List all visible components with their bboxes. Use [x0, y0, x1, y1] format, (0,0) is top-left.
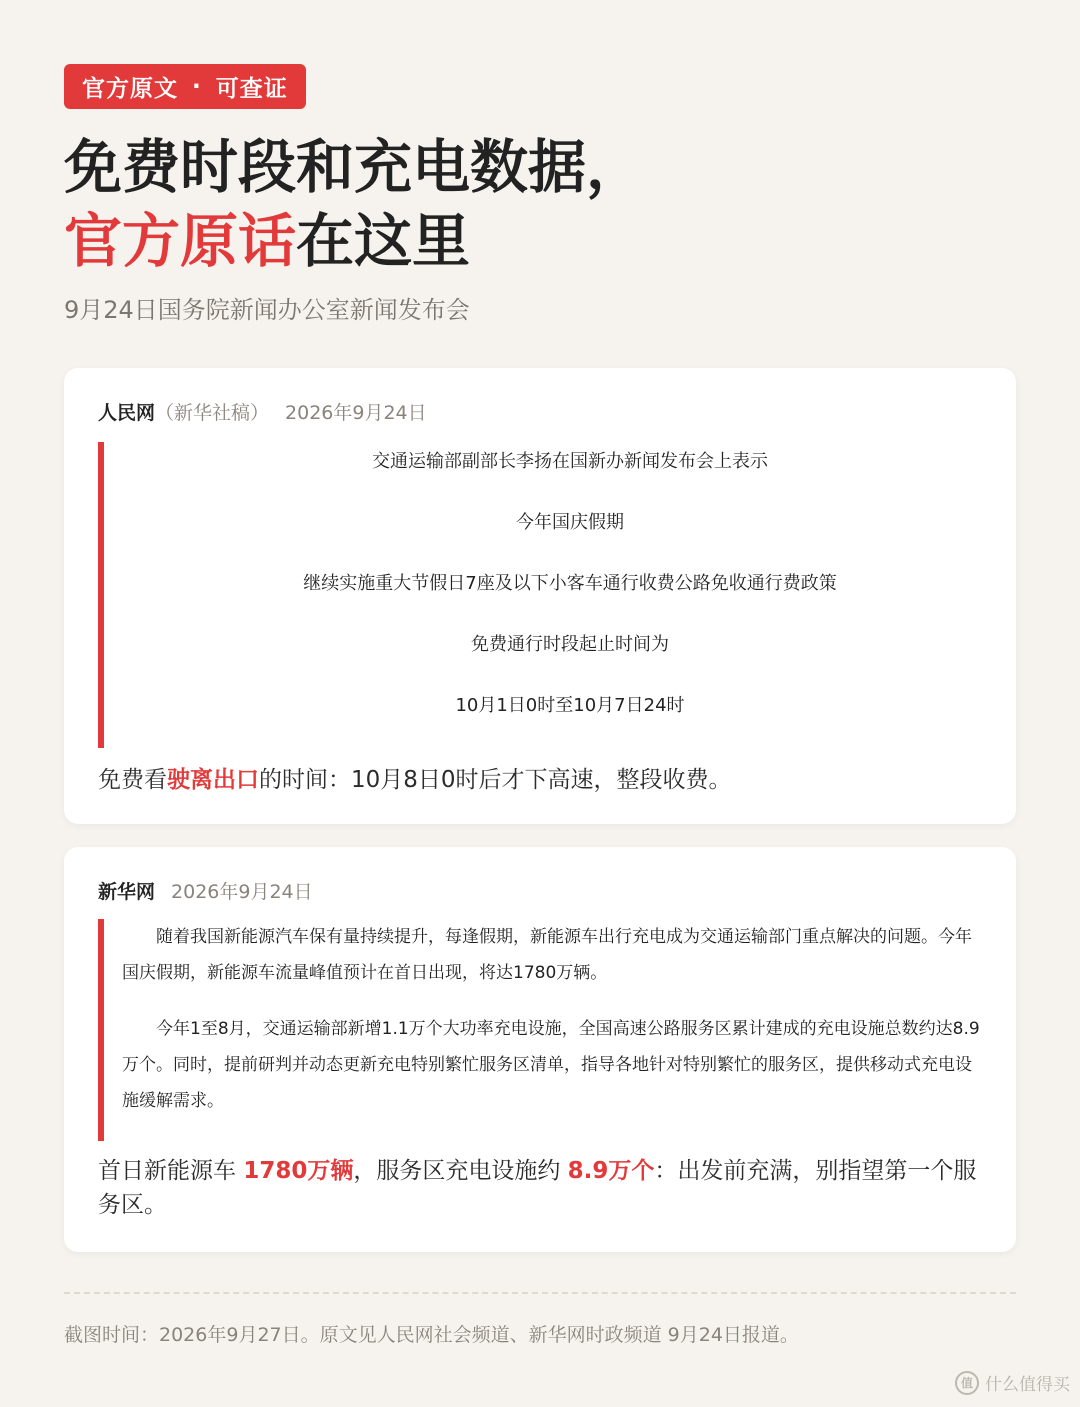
- source-note: （新华社稿）: [155, 402, 270, 424]
- card-source-line: [98, 398, 427, 425]
- title-line-1: 免费时段和充电数据，: [64, 133, 645, 201]
- summary-text: 首日新能源车: [98, 1158, 244, 1184]
- card-source-line: [98, 877, 313, 904]
- quote-paragraph: 今年1至8月，交通运输部新增1.1万个大功率充电设施，全国高速公路服务区累计建成的充电设施总数约达8.9万个。同时，提前研判并动态更新充电特别繁忙服务区清单，指导各地针对特别繁忙的服务区，提供移动式充电设施缓解需求。: [122, 1019, 980, 1111]
- summary-text: 的时间：10月8日0时后才下高速，整段收费。: [259, 767, 732, 793]
- tag-separator: ·: [192, 73, 202, 100]
- watermark: [955, 1370, 1070, 1395]
- card-summary: [98, 763, 978, 797]
- quote-line: 免费通行时段起止时间为: [471, 634, 669, 655]
- source-tag: [64, 64, 306, 109]
- watermark-logo-icon: 值: [955, 1371, 979, 1395]
- summary-text: ：出发前充满，别指望第一个服务区。: [98, 1158, 977, 1218]
- summary-highlight: 1780万辆: [243, 1158, 354, 1184]
- title-line-2: [64, 204, 1024, 278]
- quote-bar: [98, 442, 104, 748]
- summary-text: ，服务区充电设施约: [353, 1158, 568, 1184]
- summary-text: 免费看: [98, 767, 167, 793]
- quote-block: [122, 919, 988, 1139]
- source-name: 新华网: [98, 881, 156, 903]
- source-date: 2026年9月24日: [171, 881, 313, 903]
- watermark-text: 什么值得买: [985, 1375, 1070, 1395]
- tag-label-verifiable: 可查证: [215, 76, 288, 102]
- quote-bar: [98, 919, 104, 1141]
- quote-line: 今年国庆假期: [516, 512, 624, 533]
- title-accent: 官方原话: [64, 207, 297, 275]
- source-card-people: [64, 368, 1016, 824]
- footer-note: 截图时间：2026年9月27日。原文见人民网社会频道、新华网时政频道 9月24日报道。: [64, 1324, 799, 1346]
- dashed-divider: [64, 1292, 1016, 1294]
- quote-paragraph: 随着我国新能源汽车保有量持续提升，每逢假期，新能源车出行充电成为交通运输部门重点解决的问题。今年国庆假期，新能源车流量峰值预计在首日出现，将达1780万辆。: [122, 927, 972, 983]
- summary-highlight: 驶离出口: [167, 767, 259, 793]
- quote-line: 继续实施重大节假日7座及以下小客车通行收费公路免收通行费政策: [303, 573, 837, 594]
- card-summary: [98, 1154, 978, 1222]
- quote-line: 交通运输部副部长李扬在国新办新闻发布会上表示: [372, 451, 768, 472]
- quote-block: [124, 442, 1016, 747]
- title-rest: 在这里: [296, 207, 471, 275]
- page-subtitle: 9月24日国务院新闻办公室新闻发布会: [64, 296, 470, 324]
- page-title: [64, 130, 1024, 278]
- summary-highlight: 8.9万个: [567, 1158, 655, 1184]
- source-card-xinhua: [64, 847, 1016, 1252]
- source-name: 人民网: [98, 402, 156, 424]
- tag-label-original: 官方原文: [82, 76, 178, 102]
- quote-line: 10月1日0时至10月7日24时: [455, 695, 685, 716]
- source-date: 2026年9月24日: [285, 402, 427, 424]
